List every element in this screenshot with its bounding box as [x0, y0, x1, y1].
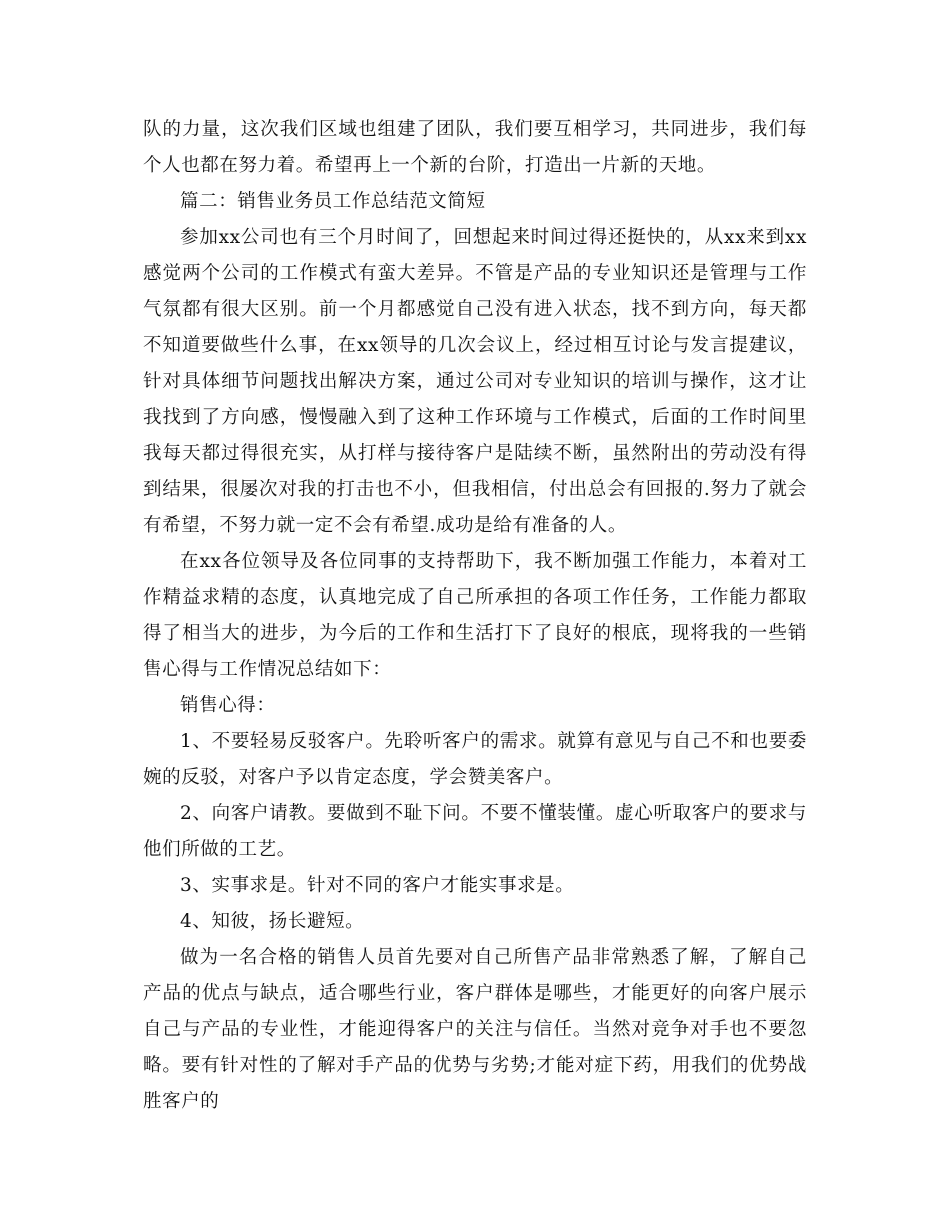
- list-item-1: 1、不要轻易反驳客户。先聆听客户的需求。就算有意见与自己不和也要委婉的反驳，对客户予以肯定态度，学会赞美客户。: [143, 731, 807, 788]
- paragraph-summary: 在xx各位领导及各位同事的支持帮助下，我不断加强工作能力，本着对工作精益求精的态度，认真地完成了自己所承担的各项工作任务，工作能力都取得了相当大的进步，为今后的工作和生活打下了良好的根底，现将我的一些销售心得与工作情况总结如下：: [143, 551, 807, 680]
- paragraph-continued: 队的力量，这次我们区域也组建了团队，我们要互相学习，共同进步，我们每个人也都在努力着。希望再上一个新的台阶，打造出一片新的天地。: [143, 119, 807, 176]
- list-item-4: 4、知彼，扬长避短。: [180, 911, 365, 932]
- paragraph-intro: 参加xx公司也有三个月时间了，回想起来时间过得还挺快的，从xx来到xx感觉两个公司的工作模式有蛮大差异。不管是产品的专业知识还是管理与工作气氛都有很大区别。前一个月都感觉自己没有进入状态，找不到方向，每天都不知道要做些什么事，在xx领导的几次会议上，经过相互讨论与发言提建议，针对具体细节问题找出解决方案，通过公司对专业知识的培训与操作，这才让我找到了方向感，慢慢融入到了这种工作环境与工作模式，后面的工作时间里我每天都过得很充实，从打样与接待客户是陆续不断，虽然附出的劳动没有得到结果，很屡次对我的打击也不小，但我相信，付出总会有回报的.努力了就会有希望，不努力就一定不会有希望.成功是给有准备的人。: [143, 227, 807, 536]
- paragraph-product-knowledge: 做为一名合格的销售人员首先要对自己所售产品非常熟悉了解，了解自己产品的优点与缺点，适合哪些行业，客户群体是哪些，才能更好的向客户展示自己与产品的专业性，才能迎得客户的关注与信任。当然对竞争对手也不要忽略。要有针对性的了解对手产品的优势与劣势;才能对症下药，用我们的优势战胜客户的: [143, 947, 807, 1112]
- list-item-2: 2、向客户请教。要做到不耻下问。不要不懂装懂。虚心听取客户的要求与他们所做的工艺。: [143, 803, 807, 860]
- list-item-3: 3、实事求是。针对不同的客户才能实事求是。: [180, 875, 575, 896]
- section-heading: 篇二：销售业务员工作总结范文简短: [180, 191, 486, 212]
- subheading-sales-experience: 销售心得：: [180, 695, 276, 716]
- document-body: [143, 112, 807, 1120]
